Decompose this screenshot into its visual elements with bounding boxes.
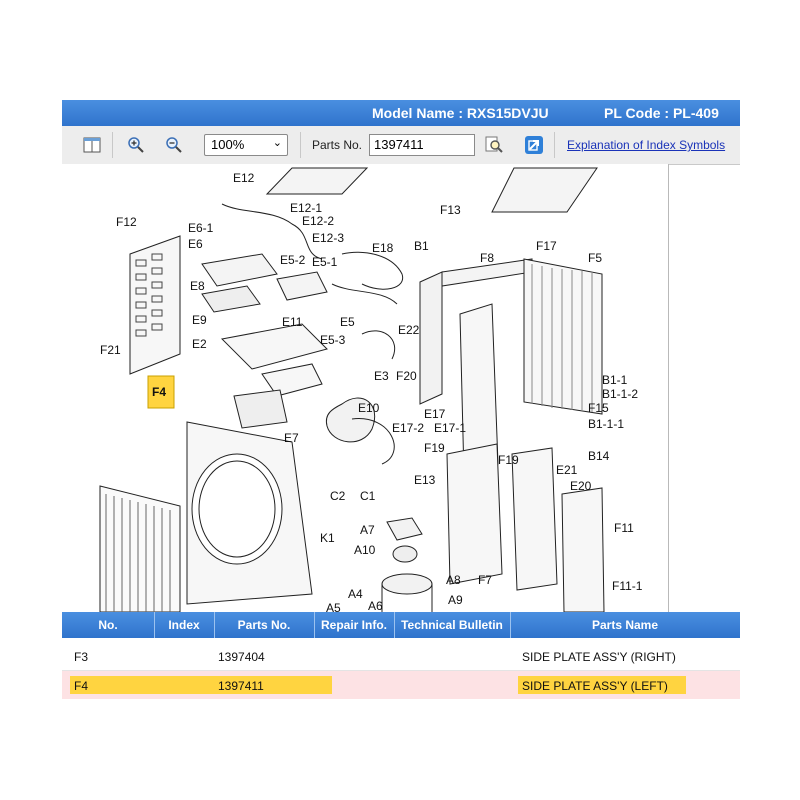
label-e12-1: E12-1 xyxy=(290,201,323,215)
label-a4: A4 xyxy=(348,587,363,601)
label-e5-2: E5-2 xyxy=(280,253,306,267)
label-e6: E6 xyxy=(188,237,203,251)
label-e12: E12 xyxy=(233,171,255,185)
label-a8: A8 xyxy=(446,573,461,587)
table-row-selected[interactable] xyxy=(62,671,740,699)
label-f17: F17 xyxy=(536,239,557,253)
label-e8: E8 xyxy=(190,279,205,293)
col-no[interactable]: No. xyxy=(62,612,155,638)
col-parts-name[interactable]: Parts Name xyxy=(591,618,659,632)
parts-table-header xyxy=(62,612,740,638)
label-e5-3: E5-3 xyxy=(320,333,346,347)
label-e17: E17 xyxy=(424,407,446,421)
zoom-out-icon[interactable] xyxy=(162,133,186,157)
col-index[interactable]: Index xyxy=(154,612,215,638)
label-f8: F8 xyxy=(480,251,495,265)
label-e17-1: E17-1 xyxy=(434,421,467,435)
label-b14: B14 xyxy=(588,449,610,463)
label-f15: F15 xyxy=(588,401,609,415)
zoom-value: 100% xyxy=(211,137,245,152)
label-f19: F19 xyxy=(424,441,445,455)
toolbar xyxy=(62,126,740,165)
label-b1-1-1: B1-1-1 xyxy=(588,417,625,431)
toolbar-divider xyxy=(112,132,113,158)
label-e12-3: E12-3 xyxy=(312,231,345,245)
title-bar xyxy=(62,100,740,126)
label-e18: E18 xyxy=(372,241,394,255)
parts-diagram xyxy=(62,164,668,612)
label-e20: E20 xyxy=(570,479,592,493)
label-e6-1: E6-1 xyxy=(188,221,214,235)
chevron-down-icon: ⌄ xyxy=(272,137,282,149)
jump-link-icon[interactable] xyxy=(522,133,546,157)
label-a10: A10 xyxy=(354,543,376,557)
cell-parts-no: 1397404 xyxy=(218,650,265,664)
label-f7: F7 xyxy=(478,573,493,587)
label-e9: E9 xyxy=(192,313,207,327)
table-row[interactable] xyxy=(62,642,740,671)
exploded-view-drawing xyxy=(62,164,668,612)
label-e10: E10 xyxy=(358,401,380,415)
label-e5-1: E5-1 xyxy=(312,255,338,269)
label-b1-1-2: B1-1-2 xyxy=(602,387,639,401)
toolbar-divider xyxy=(554,132,555,158)
label-e13: E13 xyxy=(414,473,436,487)
label-a6: A6 xyxy=(368,599,383,612)
label-e11: E11 xyxy=(282,315,303,329)
label-f11-1: F11-1 xyxy=(612,579,643,593)
col-repair-info[interactable]: Repair Info. xyxy=(314,612,395,638)
model-name: Model Name : RXS15DVJU xyxy=(372,105,549,121)
col-parts-no[interactable]: Parts No. xyxy=(214,612,315,638)
parts-no-value: 1397411 xyxy=(374,137,424,152)
label-e21: E21 xyxy=(556,463,578,477)
label-f19b: F19 xyxy=(498,453,519,467)
label-e3: E3 xyxy=(374,369,389,383)
label-c1: C1 xyxy=(360,489,376,503)
label-e2: E2 xyxy=(192,337,207,351)
label-a5: A5 xyxy=(326,601,341,612)
zoom-in-icon[interactable] xyxy=(124,133,148,157)
toolbar-divider xyxy=(300,132,301,158)
label-e5: E5 xyxy=(340,315,355,329)
label-e12-2: E12-2 xyxy=(302,214,335,228)
label-f11: F11 xyxy=(614,521,634,535)
label-e17-2: E17-2 xyxy=(392,421,425,435)
search-part-icon[interactable] xyxy=(482,133,506,157)
label-f13: F13 xyxy=(440,203,461,217)
layout-icon[interactable] xyxy=(80,133,104,157)
label-f4: F4 xyxy=(152,385,167,399)
parts-no-input[interactable] xyxy=(369,134,475,156)
label-k1: K1 xyxy=(320,531,335,545)
row-highlight xyxy=(70,676,332,694)
label-c2: C2 xyxy=(330,489,346,503)
label-a9: A9 xyxy=(448,593,463,607)
label-b1-1: B1-1 xyxy=(602,373,628,387)
label-e22: E22 xyxy=(398,323,420,337)
label-f12: F12 xyxy=(116,215,137,229)
pl-code: PL Code : PL-409 xyxy=(604,105,719,121)
diagram-scroll-edge xyxy=(668,164,669,612)
label-b1: B1 xyxy=(414,239,429,253)
label-e7: E7 xyxy=(284,431,299,445)
parts-no-label: Parts No. xyxy=(312,138,363,152)
col-technical-bulletin[interactable]: Technical Bulletin xyxy=(394,612,511,638)
label-a7: A7 xyxy=(360,523,375,537)
label-f21: F21 xyxy=(100,343,121,357)
explanation-link[interactable]: Explanation of Index Symbols xyxy=(567,138,726,152)
cell-parts-name: SIDE PLATE ASS'Y (RIGHT) xyxy=(522,650,676,664)
cell-no: F3 xyxy=(74,650,89,664)
label-f20: F20 xyxy=(396,369,417,383)
label-f5: F5 xyxy=(588,251,603,265)
cell-no: F4 xyxy=(74,679,89,693)
cell-parts-no: 1397411 xyxy=(218,679,264,693)
cell-parts-name: SIDE PLATE ASS'Y (LEFT) xyxy=(522,679,668,693)
zoom-select[interactable] xyxy=(204,134,288,156)
